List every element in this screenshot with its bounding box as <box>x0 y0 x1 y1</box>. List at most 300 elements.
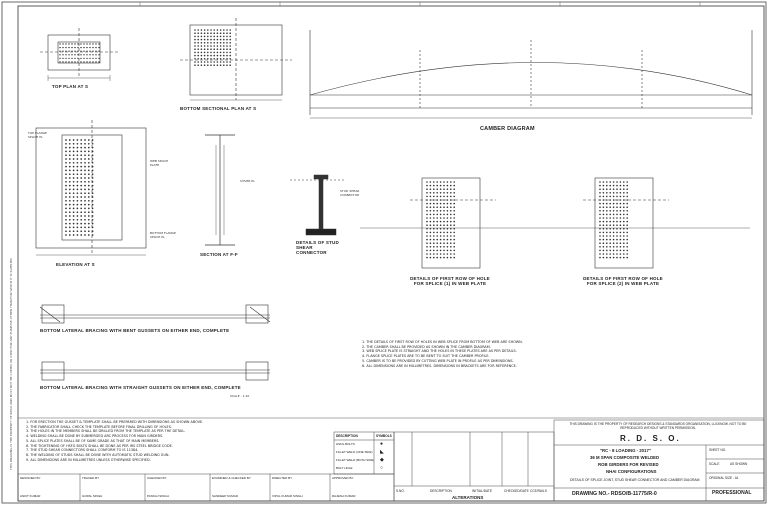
bolt-hole <box>606 253 608 255</box>
bolt-hole <box>603 199 605 201</box>
bolt-hole <box>210 45 212 47</box>
symbol-row <box>334 457 394 465</box>
bolt-hole <box>603 185 605 187</box>
bolt-hole <box>426 246 428 248</box>
bolt-hole <box>606 239 608 241</box>
bolt-hole <box>92 200 94 202</box>
bolt-hole <box>606 246 608 248</box>
bolt-hole <box>229 55 231 57</box>
alt-initials: INITIAL/DATE <box>472 489 492 493</box>
bolt-hole <box>69 196 71 198</box>
bolt-hole <box>220 32 222 34</box>
bolt-hole <box>217 29 219 31</box>
bolt-hole <box>69 192 71 194</box>
bolt-hole <box>440 250 442 252</box>
bolt-hole <box>88 196 90 198</box>
bolt-hole <box>201 29 203 31</box>
view-title-hole-2: DETAILS OF FIRST ROW OF HOLE FOR SPLICE (2) IN WEB PLATE <box>583 276 663 286</box>
bolt-hole <box>599 214 601 216</box>
bolt-hole <box>453 257 455 259</box>
bolt-hole <box>69 166 71 168</box>
bolt-hole <box>69 151 71 153</box>
bolt-hole <box>430 188 432 190</box>
bolt-hole <box>623 199 625 201</box>
bolt-hole <box>84 204 86 206</box>
bolt-hole <box>436 221 438 223</box>
bolt-hole <box>77 227 79 229</box>
note-left-9: 9. ALL DIMENSIONS ARE IN MILLIMETRES UNLESS OTHERWISE SPECIFIED. <box>26 457 151 462</box>
bolt-hole <box>430 239 432 241</box>
bolt-hole <box>426 192 428 194</box>
bolt-hole <box>626 206 628 208</box>
bolt-hole <box>65 185 67 187</box>
bolt-hole <box>433 250 435 252</box>
symbols-table <box>334 432 394 474</box>
bolt-hole <box>626 246 628 248</box>
bolt-hole <box>440 192 442 194</box>
bolt-hole <box>83 58 84 59</box>
bolt-hole <box>88 215 90 217</box>
bolt-hole <box>92 139 94 141</box>
bolt-hole <box>450 224 452 226</box>
bolt-hole <box>62 61 63 62</box>
bolt-hole <box>436 239 438 241</box>
bolt-hole <box>86 54 87 55</box>
bolt-hole <box>620 232 622 234</box>
bolt-hole <box>430 246 432 248</box>
bolt-hole <box>603 206 605 208</box>
bolt-hole <box>616 185 618 187</box>
bolt-hole <box>443 185 445 187</box>
bolt-hole <box>613 250 615 252</box>
bolt-hole <box>65 51 66 52</box>
bolt-hole <box>430 221 432 223</box>
note-left-5: 5. ALL SPLICE PLATES SHALL BE OF SAME GRADE AS THAT OF MAIN MEMBERS. <box>26 438 160 443</box>
bolt-hole <box>201 64 203 66</box>
alt-checked: CHECKED/DATE <box>504 489 529 493</box>
bolt-hole <box>433 192 435 194</box>
bolt-hole <box>80 158 82 160</box>
bolt-hole <box>77 154 79 156</box>
bolt-hole <box>229 45 231 47</box>
bolt-hole <box>430 242 432 244</box>
bolt-hole <box>80 61 81 62</box>
bolt-hole <box>88 230 90 232</box>
bolt-hole <box>603 239 605 241</box>
bolt-hole <box>80 196 82 198</box>
bolt-hole <box>626 250 628 252</box>
bolt-hole <box>62 47 63 48</box>
bolt-hole <box>426 224 428 226</box>
signature-name: GOPAL SINGH <box>82 494 103 498</box>
note-left-6: 6. THE TIGHTENING OF HSFG BOLTS SHALL BE DONE AS PER IRS STEEL BRIDGE CODE. <box>26 443 173 448</box>
view-title-bracing-2: BOTTOM LATERAL BRACING WITH STRAIGHT GUSSETS ON EITHER END, COMPLETE <box>40 385 241 390</box>
bolt-hole <box>77 234 79 236</box>
bolt-hole <box>620 199 622 201</box>
bolt-hole <box>69 170 71 172</box>
bolt-hole <box>220 42 222 44</box>
bolt-hole <box>229 58 231 60</box>
bolt-hole <box>426 221 428 223</box>
bolt-hole <box>207 58 209 60</box>
bolt-hole <box>229 52 231 54</box>
bolt-hole <box>210 32 212 34</box>
bolt-hole <box>447 239 449 241</box>
tb-line3: ROB GIRDERS FOR REVISED <box>598 462 659 467</box>
bolt-hole <box>65 215 67 217</box>
bolt-hole <box>603 224 605 226</box>
bolt-hole <box>229 64 231 66</box>
bolt-hole <box>626 181 628 183</box>
bolt-hole <box>194 48 196 50</box>
bolt-hole <box>194 45 196 47</box>
bolt-hole <box>620 246 622 248</box>
bolt-hole <box>447 181 449 183</box>
bolt-hole <box>453 232 455 234</box>
bolt-hole <box>430 228 432 230</box>
bolt-hole <box>599 228 601 230</box>
bolt-hole <box>220 61 222 63</box>
bolt-hole <box>59 47 60 48</box>
bolt-hole <box>213 32 215 34</box>
bolt-hole <box>84 139 86 141</box>
bolt-hole <box>626 203 628 205</box>
elevation-bolt-pattern <box>65 139 93 236</box>
bolt-hole <box>443 253 445 255</box>
bolt-hole <box>73 211 75 213</box>
bolt-hole <box>616 239 618 241</box>
bolt-hole <box>71 43 72 44</box>
bolt-hole <box>80 43 81 44</box>
bolt-hole <box>210 39 212 41</box>
bolt-hole <box>223 61 225 63</box>
bolt-hole <box>443 242 445 244</box>
bolt-hole <box>440 185 442 187</box>
bolt-hole <box>220 64 222 66</box>
bolt-hole <box>95 54 96 55</box>
bolt-hole <box>453 228 455 230</box>
bolt-hole <box>213 45 215 47</box>
bolt-hole <box>620 224 622 226</box>
bolt-hole <box>603 217 605 219</box>
view-title-top-plan: TOP PLAN AT S <box>52 84 89 89</box>
bolt-hole <box>88 154 90 156</box>
bolt-hole <box>210 55 212 57</box>
bolt-hole <box>223 55 225 57</box>
view-title-hole-1: DETAILS OF FIRST ROW OF HOLE FOR SPLICE (1) IN WEB PLATE <box>410 276 490 286</box>
bolt-hole <box>606 188 608 190</box>
bolt-hole <box>77 54 78 55</box>
bolt-hole <box>226 55 228 57</box>
bolt-hole <box>609 221 611 223</box>
bolt-hole <box>84 227 86 229</box>
org-banner: THIS DRAWING IS THE PROPERTY OF RESEARCH DESIGNS & STANDARDS ORGANISATION, LUCKNOW. NOT TO BE REPRODUCED WITHOUT WRITTEN PERMISSION. <box>569 422 747 430</box>
tb-line2: 36 M SPAN COMPOSITE WELDED <box>590 455 660 460</box>
bolt-hole <box>69 227 71 229</box>
bolt-hole <box>616 192 618 194</box>
bolt-hole <box>623 253 625 255</box>
bolt-hole <box>440 246 442 248</box>
bolt-hole <box>433 246 435 248</box>
bolt-hole <box>207 39 209 41</box>
bolt-hole <box>69 177 71 179</box>
bolt-hole <box>89 61 90 62</box>
notes-right <box>362 340 752 368</box>
bolt-hole <box>447 228 449 230</box>
bolt-hole <box>430 257 432 259</box>
bolt-hole <box>73 173 75 175</box>
bolt-hole <box>430 217 432 219</box>
bolt-hole <box>65 196 67 198</box>
bolt-hole <box>65 204 67 206</box>
bolt-hole <box>69 234 71 236</box>
bolt-hole <box>430 206 432 208</box>
bolt-hole <box>603 250 605 252</box>
bolt-hole <box>73 162 75 164</box>
bolt-hole <box>430 203 432 205</box>
bolt-hole <box>603 181 605 183</box>
bolt-hole <box>213 52 215 54</box>
bolt-hole <box>606 199 608 201</box>
note-right-3: 3. WEB SPLICE PLATE IS STRAIGHT AND THE HOLES IN THESE PLATES ARE AS PER DETAILS. <box>362 349 517 354</box>
bolt-hole <box>623 250 625 252</box>
bolt-hole <box>194 36 196 38</box>
bolt-hole <box>80 181 82 183</box>
bolt-hole <box>73 177 75 179</box>
bolt-hole <box>599 206 601 208</box>
bolt-hole <box>620 217 622 219</box>
bolt-hole <box>433 199 435 201</box>
bolt-hole <box>453 188 455 190</box>
bolt-hole <box>623 214 625 216</box>
bolt-hole <box>65 162 67 164</box>
bolt-hole <box>213 64 215 66</box>
bolt-hole <box>613 257 615 259</box>
bolt-hole <box>92 189 94 191</box>
bolt-hole <box>77 204 79 206</box>
bolt-hole <box>73 151 75 153</box>
bolt-hole <box>86 58 87 59</box>
bolt-hole <box>606 217 608 219</box>
bolt-hole <box>77 211 79 213</box>
bolt-hole <box>84 162 86 164</box>
bolt-hole <box>80 54 81 55</box>
bolt-hole <box>436 242 438 244</box>
bolt-hole <box>194 32 196 34</box>
bolt-hole <box>453 235 455 237</box>
bolt-hole <box>89 54 90 55</box>
bolt-hole <box>197 58 199 60</box>
bolt-hole <box>609 246 611 248</box>
bolt-hole <box>210 42 212 44</box>
bolt-hole <box>426 199 428 201</box>
bolt-hole <box>450 221 452 223</box>
bolt-hole <box>88 219 90 221</box>
notes-left <box>26 420 326 462</box>
bolt-hole <box>433 217 435 219</box>
bolt-hole <box>450 239 452 241</box>
bolt-hole <box>603 246 605 248</box>
bolt-hole <box>73 185 75 187</box>
bolt-hole <box>73 143 75 145</box>
bolt-hole <box>73 189 75 191</box>
bolt-hole <box>89 51 90 52</box>
org-name: R. D. S. O. <box>620 434 681 443</box>
bolt-hole <box>194 64 196 66</box>
bolt-hole <box>197 42 199 44</box>
bolt-hole <box>229 36 231 38</box>
bolt-hole <box>426 188 428 190</box>
bolt-hole <box>59 61 60 62</box>
bolt-hole <box>599 188 601 190</box>
bolt-hole <box>73 147 75 149</box>
bolt-hole <box>98 51 99 52</box>
bolt-hole <box>440 181 442 183</box>
bolt-hole <box>92 51 93 52</box>
bolt-hole <box>69 158 71 160</box>
bolt-hole <box>71 47 72 48</box>
bolt-hole <box>430 253 432 255</box>
bolt-hole <box>204 48 206 50</box>
symbol-row <box>334 465 394 473</box>
bolt-hole <box>80 51 81 52</box>
bolt-hole <box>89 47 90 48</box>
bolt-hole <box>88 177 90 179</box>
bolt-hole <box>453 210 455 212</box>
bolt-hole <box>220 55 222 57</box>
bolt-hole <box>88 139 90 141</box>
symbol-glyph: ● <box>380 441 384 447</box>
bolt-hole <box>77 58 78 59</box>
bolt-hole <box>433 228 435 230</box>
bolt-hole <box>84 185 86 187</box>
bolt-hole <box>603 214 605 216</box>
bolt-hole <box>220 29 222 31</box>
bolt-hole <box>447 242 449 244</box>
tb-drawing-no: DRAWING NO.- RDSO/B-11775/R-0 <box>572 491 657 497</box>
bolt-hole <box>213 42 215 44</box>
bolt-hole <box>88 211 90 213</box>
bolt-hole <box>626 242 628 244</box>
bolt-hole <box>217 61 219 63</box>
symbol-label: FILLET WELD (BOTH SIDE) <box>336 458 375 462</box>
signature-role: EXAMINED & CHECKED BY <box>212 476 251 480</box>
bolt-hole <box>606 232 608 234</box>
bolt-hole <box>73 204 75 206</box>
bolt-hole <box>194 39 196 41</box>
bolt-hole <box>217 55 219 57</box>
bolt-hole <box>220 58 222 60</box>
bolt-hole <box>92 173 94 175</box>
bolt-hole <box>88 158 90 160</box>
bolt-hole <box>73 154 75 156</box>
bolt-hole <box>84 223 86 225</box>
bolt-hole <box>453 239 455 241</box>
bolt-hole <box>609 217 611 219</box>
bolt-hole <box>213 58 215 60</box>
bolt-hole <box>606 224 608 226</box>
bolt-hole <box>440 239 442 241</box>
bolt-hole <box>204 64 206 66</box>
bolt-hole <box>453 250 455 252</box>
bolt-hole <box>69 223 71 225</box>
bolt-hole <box>71 51 72 52</box>
bolt-hole <box>606 203 608 205</box>
bolt-hole <box>620 257 622 259</box>
bolt-hole <box>440 214 442 216</box>
bolt-hole <box>197 36 199 38</box>
bolt-hole <box>77 200 79 202</box>
bolt-hole <box>623 221 625 223</box>
bolt-hole <box>616 181 618 183</box>
bolt-hole <box>213 61 215 63</box>
bolt-hole <box>426 185 428 187</box>
tb-sheet-title: DETAILS OF SPLICE JOINT, STUD SHEAR CONNECTOR AND CAMBER DIAGRAM <box>570 478 700 482</box>
tb-original-size: ORIGINAL SIZE - A1 <box>709 476 739 480</box>
bolt-hole <box>616 210 618 212</box>
bolt-hole <box>447 246 449 248</box>
scale-note: SCALE - 1:10 <box>230 394 250 398</box>
signature-role: DIRECTED BY <box>272 476 293 480</box>
bolt-hole <box>83 54 84 55</box>
bolt-hole <box>623 242 625 244</box>
bolt-hole <box>620 253 622 255</box>
bolt-hole <box>450 185 452 187</box>
bolt-hole <box>613 192 615 194</box>
bolt-hole <box>84 192 86 194</box>
bolt-hole <box>80 234 82 236</box>
bolt-hole <box>440 196 442 198</box>
bolt-hole <box>217 52 219 54</box>
bolt-hole <box>616 257 618 259</box>
bolt-hole <box>80 219 82 221</box>
bolt-hole <box>626 228 628 230</box>
bolt-hole <box>609 206 611 208</box>
bolt-hole <box>68 58 69 59</box>
bolt-hole <box>620 242 622 244</box>
bolt-hole <box>436 196 438 198</box>
bolt-hole <box>74 58 75 59</box>
bolt-hole <box>447 235 449 237</box>
bolt-hole <box>84 234 86 236</box>
bolt-hole <box>613 217 615 219</box>
bolt-hole <box>436 250 438 252</box>
bolt-hole <box>616 206 618 208</box>
bolt-hole <box>440 210 442 212</box>
bolt-hole <box>603 228 605 230</box>
callout-bottom-flange: BOTTOM FLANGE SPLICE PL <box>150 231 176 239</box>
bolt-hole <box>217 48 219 50</box>
bolt-hole <box>213 29 215 31</box>
bolt-hole <box>80 47 81 48</box>
bolt-hole <box>599 192 601 194</box>
bolt-hole <box>65 154 67 156</box>
bolt-hole <box>59 51 60 52</box>
stud-connector-detail <box>290 175 345 235</box>
bolt-hole <box>443 206 445 208</box>
tb-scale-label: SCALE <box>709 462 720 466</box>
bolt-hole <box>92 223 94 225</box>
bolt-hole <box>433 196 435 198</box>
bolt-hole <box>430 181 432 183</box>
bolt-hole <box>606 196 608 198</box>
bolt-hole <box>603 192 605 194</box>
bolt-hole <box>59 54 60 55</box>
bolt-hole <box>65 143 67 145</box>
bolt-hole <box>226 32 228 34</box>
bolt-hole <box>440 206 442 208</box>
bolt-hole <box>599 250 601 252</box>
